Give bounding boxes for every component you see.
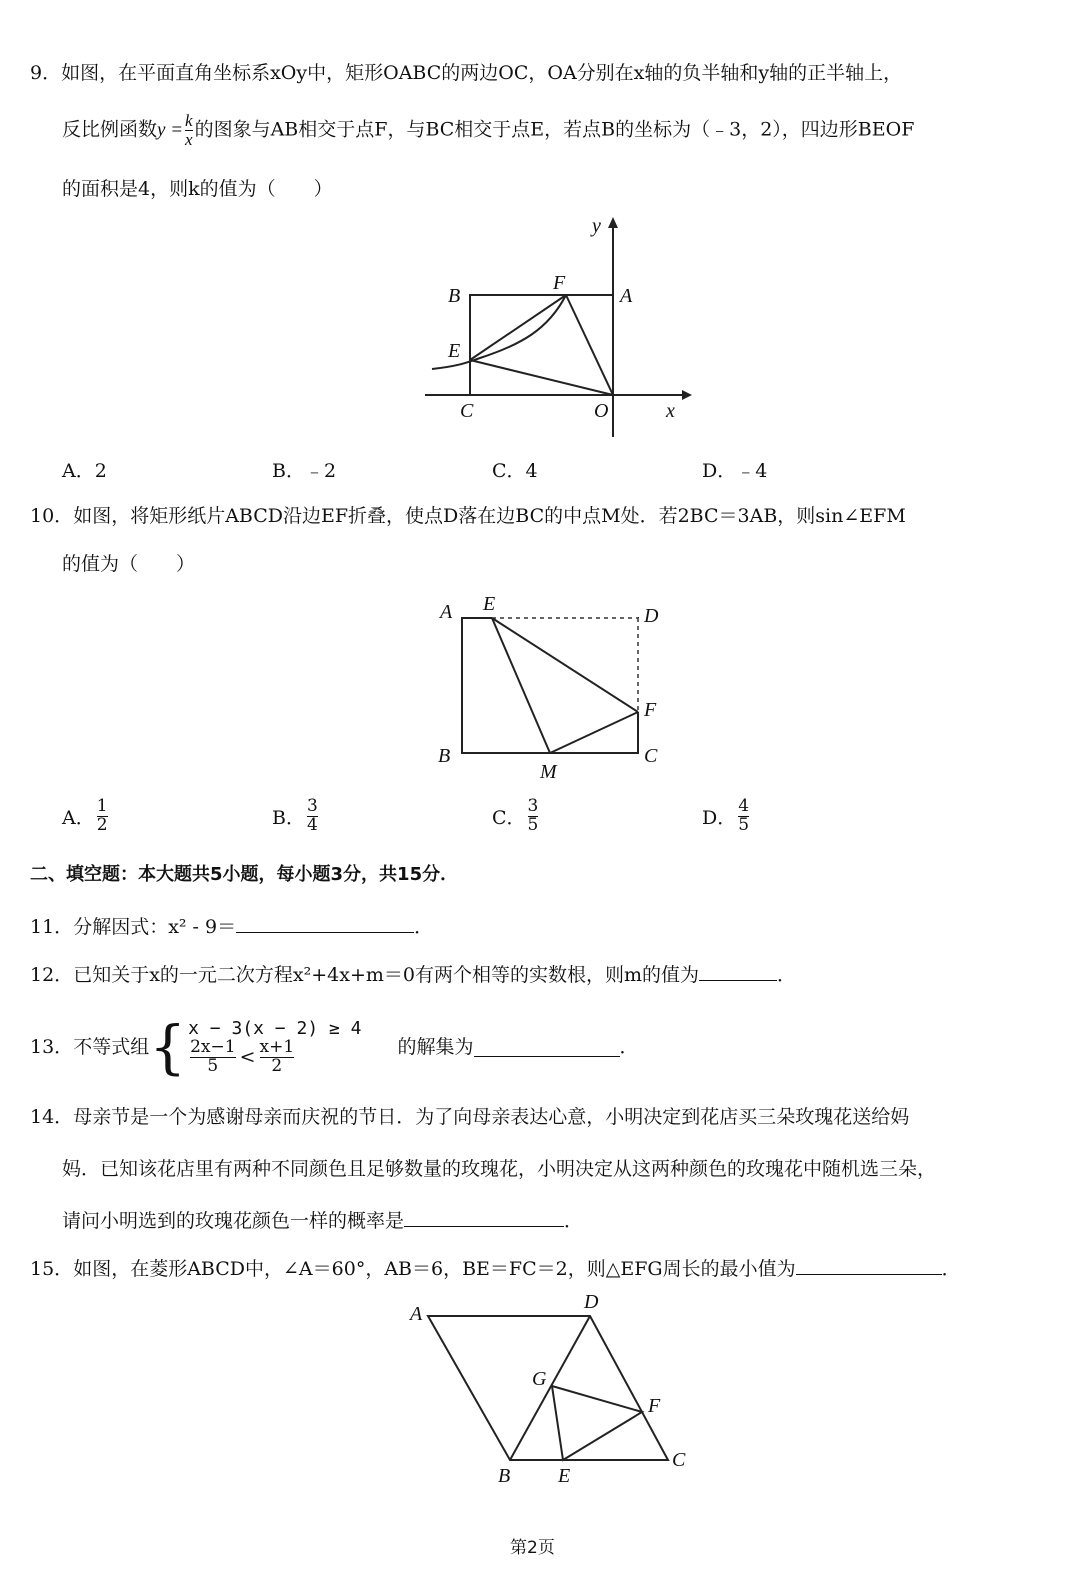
label-b: B — [498, 1465, 511, 1487]
q13-answer-blank[interactable] — [474, 1038, 620, 1057]
q9-option-b[interactable]: B．﹣2 — [272, 460, 337, 482]
q9-option-d[interactable]: D．﹣4 — [702, 460, 768, 482]
q12: 12．已知关于x的一元二次方程x²+4x+m＝0有两个相等的实数根，则m的值为 ． — [30, 964, 797, 986]
segment-mf — [550, 712, 638, 753]
q9-text-line2b: 的图象与AB相交于点F，与BC相交于点E，若点B的坐标为（﹣3，2），四边形BEOF — [194, 118, 915, 141]
rhombus-abcd — [428, 1316, 668, 1460]
q10-text-line1: 如图，将矩形纸片ABCD沿边EF折叠，使点D落在边BC的中点M处．若2BC＝3AB，则sin∠EFM — [73, 505, 906, 527]
diagonal-bd — [510, 1316, 590, 1460]
q11-number: 11． — [30, 916, 74, 938]
label-f: F — [648, 1395, 661, 1417]
q14-line3: 请问小明选到的玫瑰花颜色一样的概率是 ． — [62, 1210, 584, 1232]
q9-text-line1: 如图，在平面直角坐标系xOy中，矩形OABC的两边OC，OA分别在x轴的负半轴和y轴的正半轴上， — [61, 62, 903, 84]
q14-answer-blank[interactable] — [404, 1208, 564, 1227]
q9-line1 — [30, 62, 902, 85]
q9-func-lhs: y = — [157, 119, 184, 141]
q10-line1 — [30, 505, 906, 528]
label-c: C — [460, 400, 474, 422]
q13-text-pre: 不等式组 — [73, 1035, 150, 1058]
label-m: M — [540, 761, 557, 783]
label-a: A — [440, 601, 453, 623]
label-b: B — [448, 285, 461, 307]
q13-system — [188, 1018, 361, 1076]
triangle-efg — [552, 1386, 642, 1460]
label-f: F — [644, 699, 657, 721]
q10-option-c[interactable]: C． $\frac{3}{5}$ — [492, 796, 539, 835]
q10-option-d[interactable]: D． $\frac{4}{5}$ — [702, 796, 750, 835]
frac-denominator: x — [185, 129, 193, 149]
label-g: G — [532, 1368, 547, 1390]
label-b: B — [438, 745, 451, 767]
q13-number: 13． — [30, 1035, 74, 1058]
label-x: x — [666, 400, 675, 422]
q15-answer-blank[interactable] — [796, 1256, 942, 1275]
q14-text-line1: 母亲节是一个为感谢母亲而庆祝的节日．为了向母亲表达心意，小明决定到花店买三朵玫瑰花送给妈 — [73, 1106, 910, 1128]
section-2-heading: 二、填空题：本大题共5小题，每小题3分，共15分． — [30, 864, 459, 885]
label-a: A — [620, 285, 633, 307]
label-e: E — [558, 1465, 571, 1487]
q9-option-a[interactable]: A．2 — [62, 460, 107, 482]
frac-numerator: k — [185, 111, 193, 130]
q13-inequality-1: x − 3(x − 2) ≥ 4 — [188, 1017, 362, 1039]
q15-text: 如图，在菱形ABCD中，∠A＝60°，AB＝6，BE＝FC＝2，则△EFG周长的最小值为 — [73, 1258, 796, 1280]
label-a: A — [410, 1303, 423, 1325]
segment-em — [492, 618, 550, 753]
q10-number: 10． — [30, 505, 74, 527]
label-e: E — [448, 340, 461, 362]
q10-option-b[interactable]: B． $\frac{3}{4}$ — [272, 796, 318, 835]
segment-ef — [492, 618, 638, 712]
q9-number: 9． — [30, 62, 62, 84]
page-number: 第2页 — [510, 1538, 555, 1558]
label-y: y — [592, 215, 601, 237]
label-f: F — [553, 272, 566, 294]
q11-answer-blank[interactable] — [236, 914, 414, 933]
q10-line2: 的值为（ ） — [62, 553, 196, 575]
q9-figure — [420, 212, 690, 442]
label-d: D — [644, 605, 659, 627]
label-e: E — [483, 593, 496, 615]
q13-text-post: 的解集为 — [397, 1035, 474, 1058]
label-o: O — [594, 400, 609, 422]
q14-line2: 妈．已知该花店里有两种不同颜色且足够数量的玫瑰花，小明决定从这两种颜色的玫瑰花中随机选三朵， — [62, 1158, 937, 1180]
label-c: C — [672, 1449, 686, 1471]
q15-figure — [400, 1290, 700, 1490]
q9-line2 — [62, 112, 914, 149]
q14-number: 14． — [30, 1106, 74, 1128]
q11-text: 分解因式：x² - 9＝ — [73, 916, 237, 938]
q10-figure — [430, 590, 680, 790]
q15: 15．如图，在菱形ABCD中，∠A＝60°，AB＝6，BE＝FC＝2，则△EFG周长的最小值为 ． — [30, 1258, 961, 1280]
q9-func-fraction — [185, 112, 193, 149]
brace-icon: { — [149, 1013, 187, 1081]
q13: 13． 不等式组 { x − 3(x − 2) ≥ 4 $\frac{2x-1}{5}$ < $\frac{x+1}{2}$ 的解集为 ． — [30, 1013, 639, 1081]
rectangle-abcd — [462, 618, 638, 753]
q12-answer-blank[interactable] — [699, 962, 777, 981]
label-d: D — [584, 1291, 599, 1313]
q14-line1 — [30, 1106, 909, 1129]
q9-line3: 的面积是4，则k的值为（ ） — [62, 178, 333, 200]
label-c: C — [644, 745, 658, 767]
q12-number: 12． — [30, 964, 74, 986]
q10-option-a[interactable]: A． $\frac{1}{2}$ — [62, 796, 108, 835]
q11: 11．分解因式：x² - 9＝ ． — [30, 916, 434, 938]
q15-number: 15． — [30, 1258, 74, 1280]
q13-inequality-2: $\frac{2x-1}{5}$ < $\frac{x+1}{2}$ — [190, 1037, 295, 1077]
q9-text-line2a: 反比例函数 — [62, 118, 158, 141]
q12-text: 已知关于x的一元二次方程x²+4x+m＝0有两个相等的实数根，则m的值为 — [73, 964, 700, 986]
q9-option-c[interactable]: C．4 — [492, 460, 538, 482]
